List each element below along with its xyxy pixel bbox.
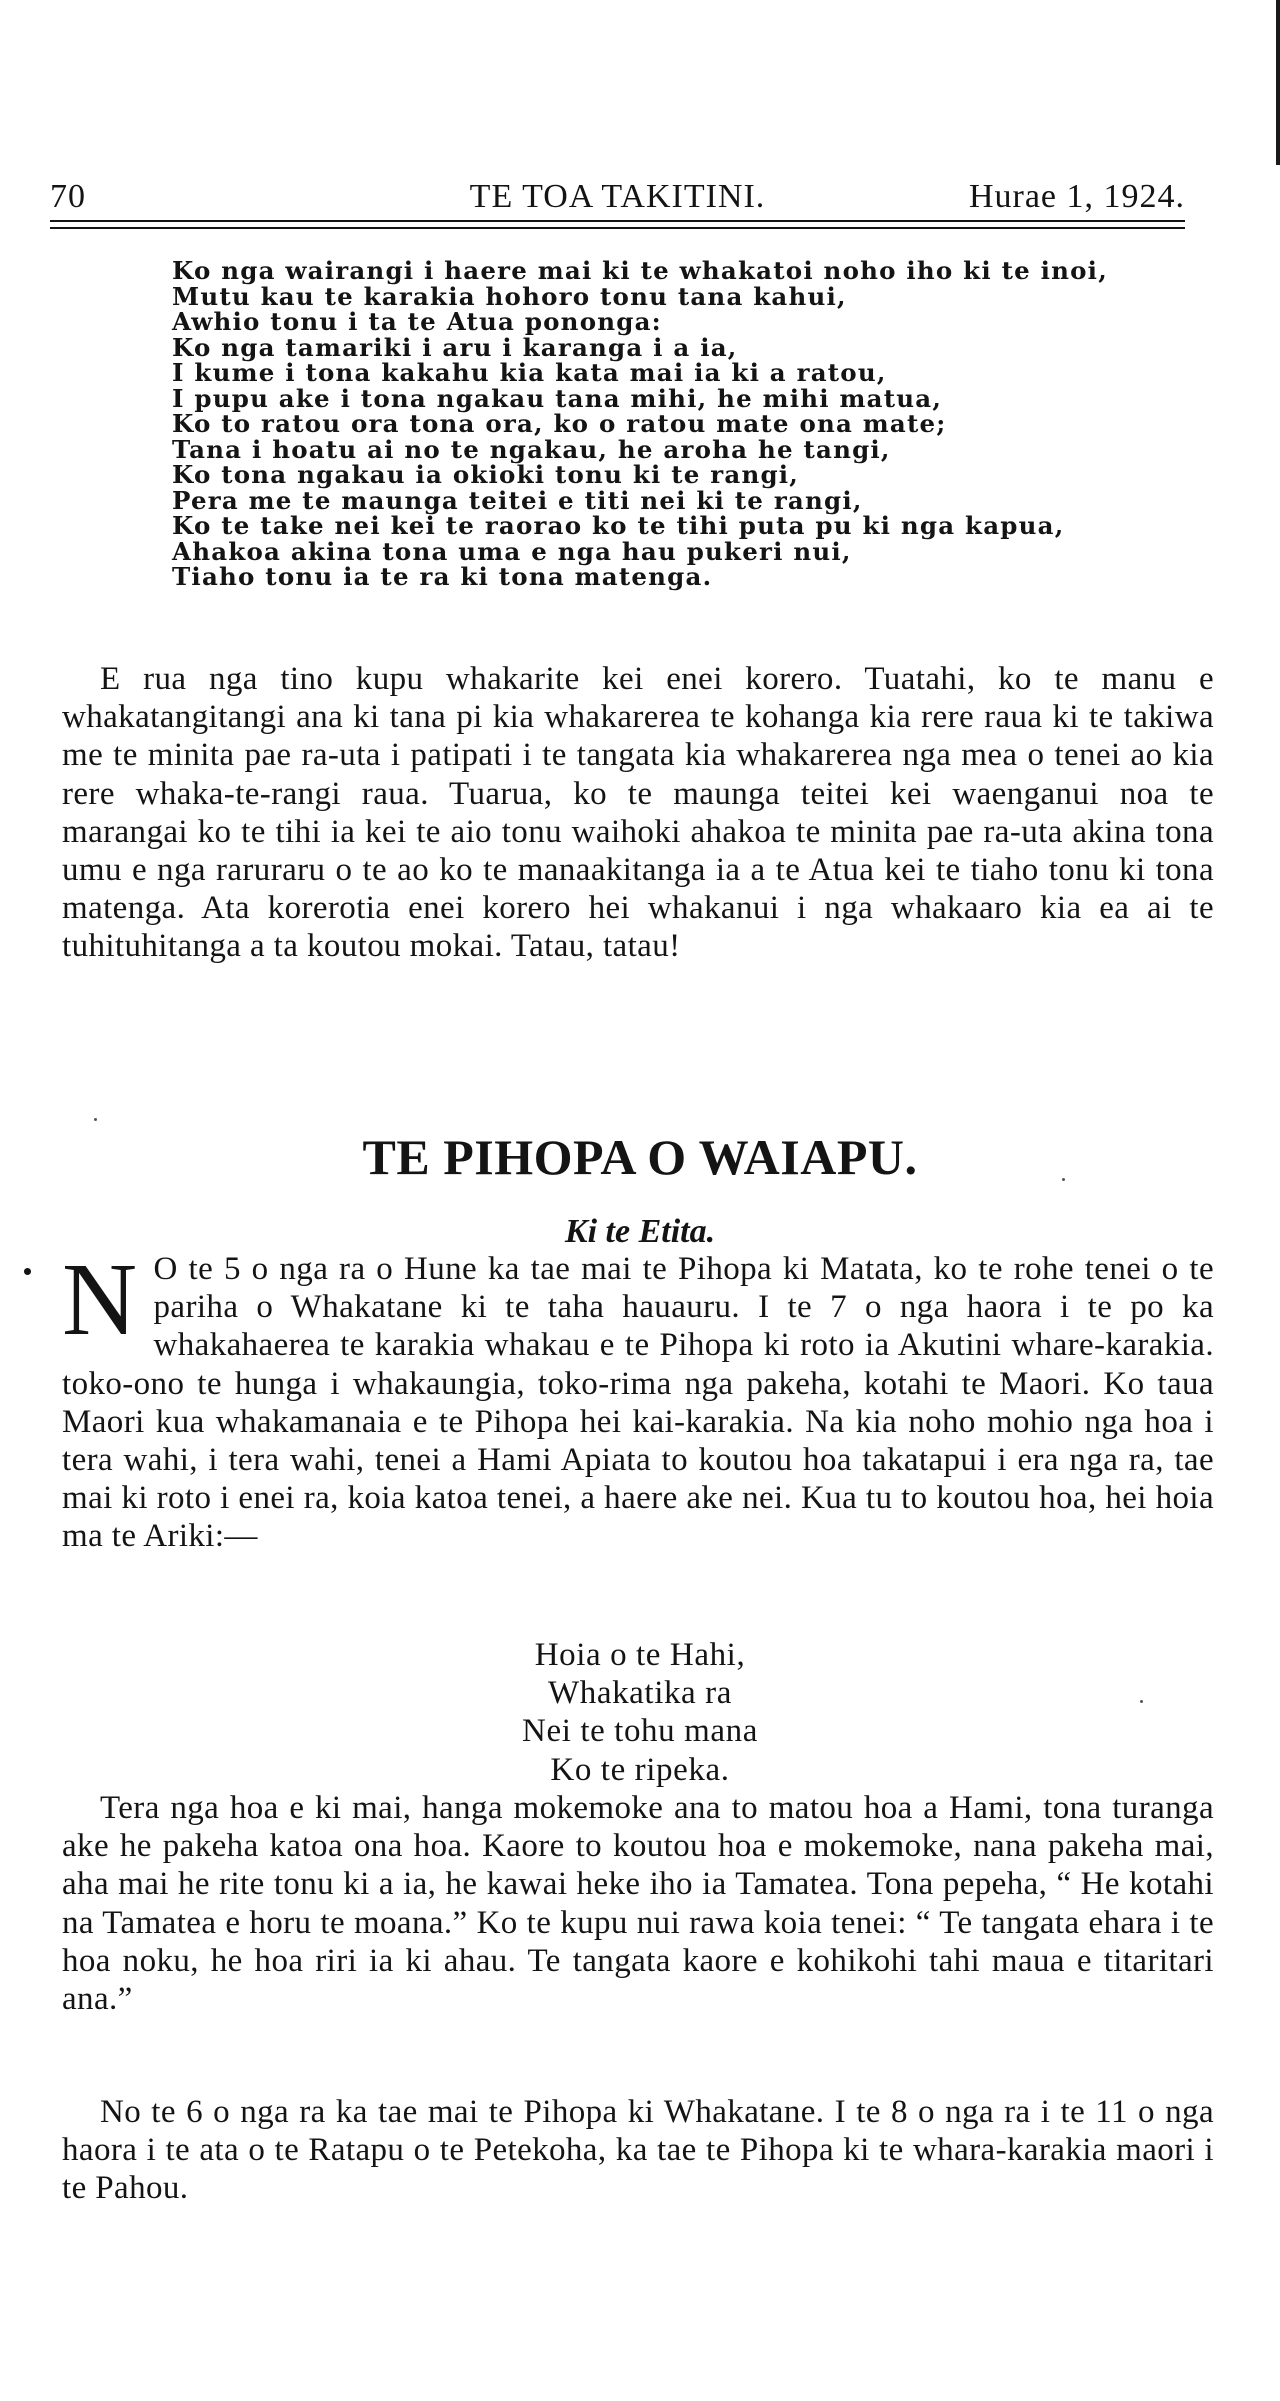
verse-line: Ko te ripeka. (550, 1751, 730, 1788)
poem-block (172, 258, 1192, 590)
article-paragraph (62, 1789, 1214, 2018)
poem-line: Ko nga wairangi i haere mai ki te whakatoi noho iho ki te inoi, (172, 256, 1108, 285)
paragraph-text: O te 5 o nga ra o Hune ka tae mai te Pihopa ki Matata, ko te rohe tenei o te pariha o Whakatane ki te taha hauauru. I te 7 o nga haora i te po ka whakahaerea te karakia whakau e te Pihopa ki roto ia Akutini whare-karakia. toko-ono te hunga i whakaungia, toko-rima nga pakeha, kotahi te Maori. Ko taua Maori kua whakamanaia e te Pihopa hei kai-karakia. Na kia noho mohio nga hoa i tera wahi, i tera wahi, tenei a Hami Apiata to koutou hoa takatapui i era nga ra, tae mai ki roto i enei ra, koia katoa tenei, a haere ake nei. Kua tu to koutou hoa, hei hoia ma te Ariki:— (62, 1251, 1214, 1555)
print-speck (1062, 1178, 1065, 1181)
drop-cap: N (62, 1242, 138, 1357)
issue-date: Hurae 1, 1924. (968, 178, 1185, 215)
paragraph-text: E rua nga tino kupu whakarite kei enei korero. Tuatahi, ko te manu e whakatangitangi ana ki tana pi kia whakarerea te kohanga kia rere raua ki te takiwa me te minita pae ra-uta i patipati i te tangata kia whakarerea nga mea o tenei ao kia rere whaka-te-rangi raua. Tuarua, ko te maunga teitei kei waenganui noa te marangai ko te tihi ia kei te aio tonu waihoki ahakoa te minita pae ra-uta akina tona umu e nga raruraru o te ao ko te manaakitanga ia a te Atua kei te tiaho tonu ki tona matenga. Ata korerotia enei korero hei whakanui i nga whakaaro kia ea ai te tuhituhitanga a ta koutou mokai. Tatau, tatau! (62, 661, 1214, 965)
poem-line: Pera me te maunga teitei e titi nei ki te rangi, (172, 485, 863, 515)
article-heading: TE PIHOPA O WAIAPU. (362, 1129, 918, 1185)
publication-title: TE TOA TAKITINI. (469, 178, 766, 215)
article-opening-paragraph (62, 1242, 1214, 1556)
paragraph-text: No te 6 o nga ra ka tae mai te Pihopa ki Whakatane. I te 8 o nga ra i te 11 o nga haora i te ata o te Ratapu o te Petekoha, ka tae te Pihopa ki te whara-karakia maori i te Pahou. (62, 2094, 1214, 2207)
print-speck (94, 1118, 97, 1121)
poem-line: Awhio tonu i ta te Atua pononga: (172, 307, 662, 336)
poem-line: Tiaho tonu ia te ra ki tona matenga. (172, 562, 713, 591)
article-paragraph (62, 2093, 1214, 2208)
poem-line: Ko tona ngakau ia okioki tonu ki te rangi, (172, 460, 800, 489)
article-subheading: Ki te Etita. (564, 1213, 716, 1250)
verse-line: Whakatika ra (547, 1675, 732, 1712)
print-speck (1140, 1700, 1143, 1703)
hymn-verse (0, 1636, 1280, 1789)
verse-line: Hoia o te Hahi, (534, 1637, 746, 1673)
poem-line: Ahakoa akina tona uma e nga hau pukeri nui, (172, 536, 852, 566)
header-rule-bottom (50, 227, 1185, 229)
poem-line: Tana i hoatu ai no te ngakau, he aroha he tangi, (172, 434, 891, 464)
commentary-paragraph (62, 660, 1214, 966)
page-edge-mark (1276, 0, 1280, 165)
page-number: 70 (50, 178, 86, 215)
header-rule-top (50, 220, 1185, 222)
poem-line: Ko nga tamariki i aru i karanga i a ia, (172, 332, 738, 362)
poem-line: Mutu kau te karakia hohoro tonu tana kahui, (172, 281, 847, 311)
page-header (50, 170, 1185, 222)
paragraph-text: Tera nga hoa e ki mai, hanga mokemoke ana to matou hoa a Hami, tona turanga ake he pakeha katoa ona hoa. Kaore to koutou hoa e mokemoke, nana pakeha mai, aha mai he rite tonu ki a ia, he kawai heke iho ia Tamatea. Tona pepeha, “ He kotahi na Tamatea e horu te moana.” Ko te kupu nui rawa koia tenei: “ Te tangata ehara i te hoa noku, he hoa riri ia ki ahau. Te tangata kaore e kohikohi tahi maua e titaritari ana.” (62, 1790, 1214, 2018)
margin-dot (24, 1268, 31, 1275)
poem-line: I kume i tona kakahu kia kata mai ia ki a ratou, (172, 358, 887, 387)
poem-line: Ko to ratou ora tona ora, ko o ratou mate ona mate; (172, 409, 947, 438)
verse-line: Nei te tohu mana (522, 1713, 758, 1750)
poem-line: Ko te take nei kei te raorao ko te tihi puta pu ki nga kapua, (172, 511, 1065, 540)
poem-line: I pupu ake i tona ngakau tana mihi, he mihi matua, (172, 383, 943, 413)
